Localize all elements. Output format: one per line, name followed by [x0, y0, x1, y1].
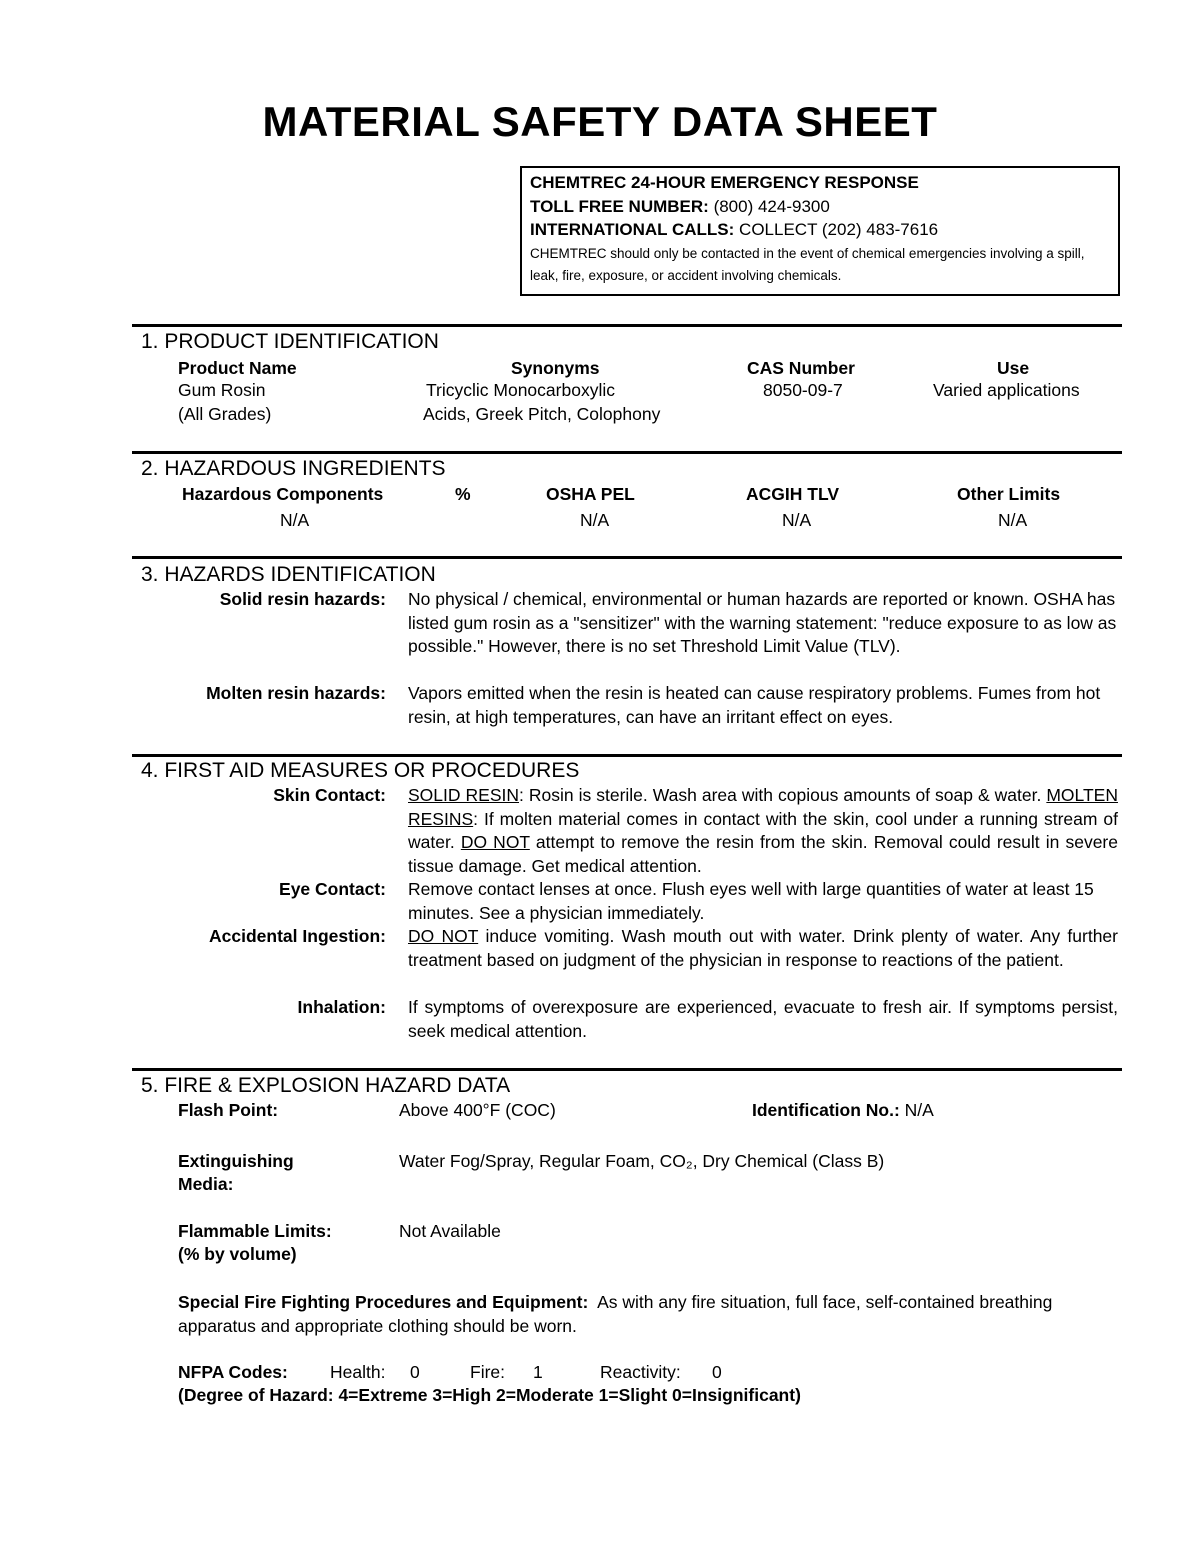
osha-pel-value: N/A [580, 510, 610, 530]
toll-free-label: TOLL FREE NUMBER: [530, 197, 709, 216]
col-percent: % [455, 484, 471, 504]
extinguishing-media-label [178, 1150, 294, 1196]
col-cas-number: CAS Number [747, 358, 855, 378]
nfpa-reactivity-label: Reactivity: [600, 1362, 681, 1382]
flash-point-value: Above 400°F (COC) [399, 1100, 556, 1120]
international-number: COLLECT (202) 483-7616 [739, 220, 939, 239]
identification-number [752, 1099, 934, 1123]
col-hazardous-components: Hazardous Components [182, 484, 384, 504]
eye-contact-text: Remove contact lenses at once. Flush eyes well with large quantities of water at least 15 minutes. See a physician immediately. [408, 879, 1094, 923]
nfpa-health-value: 0 [410, 1362, 420, 1382]
nfpa-fire-value: 1 [533, 1362, 543, 1382]
section-4-title: 4. FIRST AID MEASURES OR PROCEDURES [141, 759, 580, 782]
international-label: INTERNATIONAL CALLS: [530, 220, 735, 239]
toll-free-number: (800) 424-9300 [713, 197, 830, 216]
solid-resin-text: No physical / chemical, environmental or human hazards are reported or known. OSHA has listed gum rosin as a "sensitizer" with the warning statement: "reduce exposure to as low as possible." However, there is no set Threshold Limit Value (TLV). [408, 589, 1117, 656]
section-2-title: 2. HAZARDOUS INGREDIENTS [141, 457, 446, 480]
section-1-title: 1. PRODUCT IDENTIFICATION [141, 330, 439, 353]
emergency-heading: CHEMTREC 24-HOUR EMERGENCY RESPONSE [530, 173, 919, 192]
nfpa-codes-label: NFPA Codes: [178, 1362, 288, 1382]
flammable-limits-value: Not Available [399, 1221, 501, 1241]
eye-contact-label: Eye Contact: [279, 879, 386, 899]
do-not-emphasis: DO NOT [460, 832, 530, 852]
ingestion-label: Accidental Ingestion: [209, 926, 386, 946]
extinguishing-media-value: Water Fog/Spray, Regular Foam, CO₂, Dry Chemical (Class B) [399, 1151, 885, 1171]
identification-value: N/A [904, 1100, 934, 1120]
identification-label: Identification No.: [752, 1100, 900, 1120]
section-3-rule [132, 556, 1122, 559]
skin-contact-part-2: : If molten material comes in contact with the skin, cool under a running stream of water. [408, 808, 1118, 852]
flammable-label-line-1: Flammable Limits: [178, 1221, 332, 1241]
synonyms-line-1: Tricyclic Monocarboxylic [426, 380, 615, 400]
solid-resin-label: Solid resin hazards: [219, 589, 386, 609]
flash-point-label: Flash Point: [178, 1100, 279, 1120]
degree-of-hazard-legend: (Degree of Hazard: 4=Extreme 3=High 2=Moderate 1=Slight 0=Insignificant) [178, 1385, 801, 1405]
skin-contact-part-3: attempt to remove the resin from the skin. Removal could result in severe tissue damage. Get medical attention. [408, 832, 1118, 876]
col-product-name: Product Name [178, 358, 297, 378]
ingestion-body: induce vomiting. Wash mouth out with water. Drink plenty of water. Any further treatment based on judgment of the physician in response to reactions of the patient. [408, 926, 1118, 970]
product-name-line-2: (All Grades) [178, 404, 272, 424]
acgih-tlv-value: N/A [782, 510, 812, 530]
flammable-limits-label [178, 1220, 332, 1266]
special-procedures-text: As with any fire situation, full face, self-contained breathing apparatus and appropriate clothing should be worn. [178, 1292, 1053, 1336]
col-synonyms: Synonyms [511, 358, 600, 378]
special-procedures-label: Special Fire Fighting Procedures and Equipment: [178, 1292, 589, 1312]
cas-number-value: 8050-09-7 [763, 380, 843, 400]
nfpa-reactivity-value: 0 [712, 1362, 722, 1382]
section-4-rule [132, 754, 1122, 757]
synonyms-line-2: Acids, Greek Pitch, Colophony [423, 404, 661, 424]
toll-free-line [530, 195, 1110, 218]
hazardous-components-value: N/A [280, 510, 310, 530]
inhalation-label: Inhalation: [297, 997, 386, 1017]
section-5-rule [132, 1068, 1122, 1071]
flammable-label-line-2: (% by volume) [178, 1244, 297, 1264]
section-5-title: 5. FIRE & EXPLOSION HAZARD DATA [141, 1074, 511, 1097]
molten-resins-emphasis: MOLTEN RESINS [408, 785, 1118, 829]
col-other-limits: Other Limits [957, 484, 1061, 504]
col-osha-pel: OSHA PEL [546, 484, 635, 504]
section-3-title: 3. HAZARDS IDENTIFICATION [141, 563, 436, 586]
skin-contact-text [408, 784, 1118, 878]
inhalation-text: If symptoms of overexposure are experienced, evacuate to fresh air. If symptoms persist, seek medical attention. [408, 997, 1118, 1041]
ingestion-do-not-emphasis: DO NOT [408, 926, 479, 946]
use-value: Varied applications [933, 380, 1080, 400]
document-title: MATERIAL SAFETY DATA SHEET [262, 98, 938, 145]
emergency-note: CHEMTREC should only be contacted in the event of chemical emergencies involving a spill, leak, fire, exposure, or accident involving chemicals. [530, 246, 1085, 283]
molten-resin-text: Vapors emitted when the resin is heated can cause respiratory problems. Fumes from hot resin, at high temperatures, can have an irritant effect on eyes. [408, 683, 1101, 727]
col-acgih-tlv: ACGIH TLV [746, 484, 840, 504]
section-1-rule [132, 324, 1122, 327]
international-line [530, 218, 1110, 241]
section-2-rule [132, 451, 1122, 454]
extinguishing-label-line-1: Extinguishing [178, 1151, 294, 1171]
skin-contact-part-1: : Rosin is sterile. Wash area with copious amounts of soap & water. [519, 785, 1047, 805]
solid-resin-emphasis: SOLID RESIN [408, 785, 519, 805]
extinguishing-label-line-2: Media: [178, 1174, 234, 1194]
nfpa-fire-label: Fire: [470, 1362, 505, 1382]
other-limits-value: N/A [998, 510, 1028, 530]
molten-resin-label: Molten resin hazards: [206, 683, 386, 703]
col-use: Use [997, 358, 1030, 378]
emergency-response-box [520, 166, 1120, 296]
special-procedures [178, 1291, 1108, 1338]
skin-contact-label: Skin Contact: [273, 785, 386, 805]
product-name-line-1: Gum Rosin [178, 380, 266, 400]
ingestion-text [408, 925, 1118, 972]
nfpa-health-label: Health: [330, 1362, 386, 1382]
